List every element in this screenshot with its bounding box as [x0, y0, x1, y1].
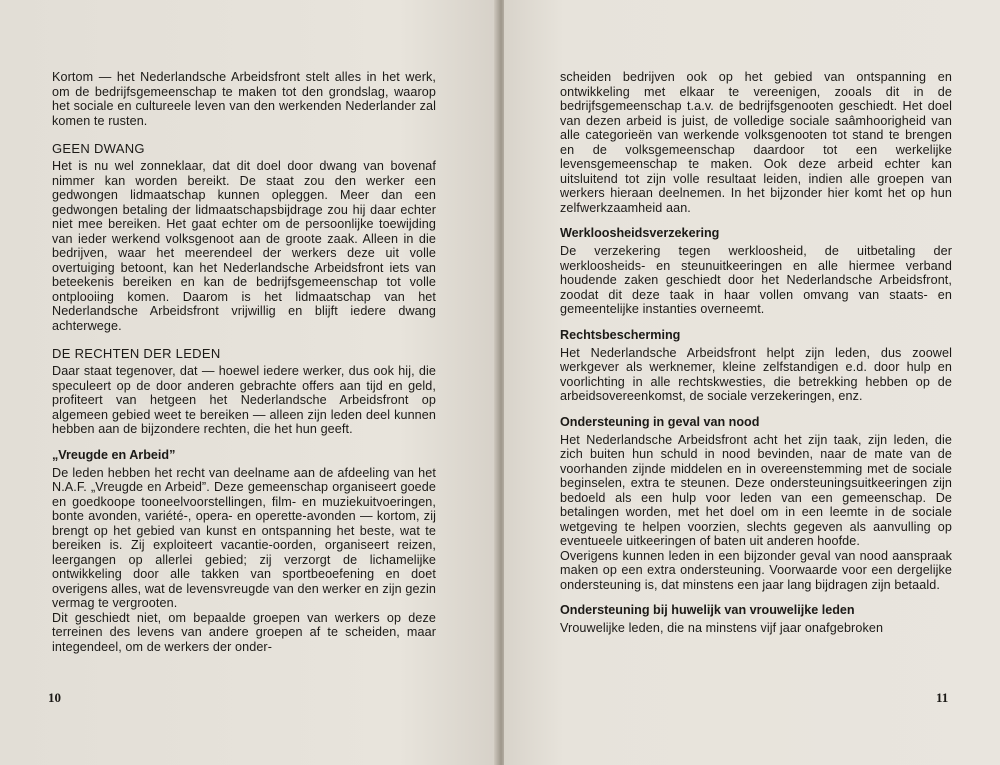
paragraph-vreugde-en-arbeid: De leden hebben het recht van deelname aan de afdeeling van het N.A.F. „Vreugde en Arbeid”. Deze gemeenschap organiseert goede en goedkoope tooneelvoorstellingen, film- en muziekuitvoeringen, bonte avonden, variété-, opera- en operette-avonden — kortom, zij brengt op het gebied van kunst en ontspanning het beste, wat te bereiken is. Zij exploiteert vacantie-oorden, organiseert reizen, leergangen op allerlei gebied; zij verzorgt de lichamelijke ontwikkeling door alle takken van sportbeoefening en doet overigens alles, wat de levensvreugde van den werker en zijn gezin vermag te vergrooten.: [52, 465, 436, 610]
left-page: [0, 0, 498, 765]
paragraph-rechtsbescherming: Het Nederlandsche Arbeidsfront helpt zijn leden, dus zoowel werkgever als werknemer, kleine zelfstandigen e.d. door hulp en voorlichting in alle rechtskwesties, die betrekking hebben op de arbeidsovereenkomst, de sociale verzekeringen, enz.: [560, 345, 952, 403]
right-text-column: [560, 70, 952, 636]
left-text-column: [52, 70, 436, 654]
paragraph-rechten-der-leden: Daar staat tegenover, dat — hoewel iedere werker, dus ook hij, die speculeert op de door anderen gebrachte offers aan tijd en geld, profiteert van hetgeen het Nederlandsche Arbeidsfront op algemeen gebied weet te bereiken — alleen zijn leden deel kunnen hebben aan de bijzondere rechten, die het hun geeft.: [52, 364, 436, 436]
continuation-paragraph: scheiden bedrijven ook op het gebied van ontspanning en ontwikkeling met elkaar te vereenigen, zooals dit in de bedrijfsgemeenschap t.a.v. de bedrijfsgenooten geschiedt. Het doel van dezen arbeid is juist, de volledige sociale saâmhoorigheid van alle categorieën van werkende volksgenooten tot stand te brengen en de volksgemeenschap daardoor tot een werkelijke levensgemeenschap te maken. Ook deze arbeid echter kan uitsluitend tot zijn volle resultaat leiden, indien alle groepen van werkers hieraan deelnemen. In het bijzonder hier komt het op hun zelfwerkzaamheid aan.: [560, 70, 952, 215]
right-page: [504, 0, 1000, 765]
heading-vreugde-en-arbeid: „Vreugde en Arbeid”: [52, 447, 176, 462]
paragraph-vreugde-en-arbeid-continued: Dit geschiedt niet, om bepaalde groepen van werkers op deze terreinen des levens van andere groepen af te scheiden, maar integendeel, om de werkers der onder-: [52, 610, 436, 654]
paragraph-ondersteuning-nood-continued: Overigens kunnen leden in een bijzonder geval van nood aanspraak maken op een extra ondersteuning. Voorwaarde voor een dergelijke ondersteuning is, dat minstens een jaar lang bijdragen zijn betaald.: [560, 548, 952, 592]
paragraph-werkloosheidsverzekering: De verzekering tegen werkloosheid, de uitbetaling der werkloosheids- en steunuitkeeringen en alle hiermee verband houdende zaken geschiedt door het Nederlandsche Arbeidsfront, zoodat dit deze taak in haar vollen omvang van staats- en gemeentelijke instanties overneemt.: [560, 244, 952, 316]
page-number-left: 10: [48, 690, 61, 705]
paragraph-ondersteuning-nood: Het Nederlandsche Arbeidsfront acht het zijn taak, zijn leden, die zich buiten hun schuld in nood bevinden, naar de mate van de voorhanden zijnde middelen en in overeenstemming met de sociale beginselen, extra te steunen. Deze ondersteuningsuitkeeringen zijn bedoeld als een hulp voor leden van een gemeenschap. De betalingen worden, met het doel om in een leemte in de sociale wetgeving te helpen voorzien, slechts gegeven als aanvulling op eventueele uitkeeringen of baten uit anderen hoofde.: [560, 432, 952, 548]
paragraph-geen-dwang: Het is nu wel zonneklaar, dat dit doel door dwang van bovenaf nimmer kan worden bereikt. De staat zou den werker een gedwongen lidmaatschap kunnen opleggen. Meer dan een gedwongen betaling der lidmaatschapsbijdrage zou hij daar echter niet mee bereiken. Het gaat echter om de persoonlijke toewijding van ieder werkend volksgenoot aan de groote zaak. Alleen in die bedrijven, waar het meerendeel der werkers deze uit volle overtuiging betoont, kan het Nederlandsche Arbeidsfront iets van beteekenis bereiken en kan de bedrijfsgemeenschap tot volle ontplooiing komen. Daarom is het lidmaatschap van het Nederlandsche Arbeidsfront vrijwillig en blijft iedere dwang achterwege.: [52, 159, 436, 333]
heading-rechten-der-leden: DE RECHTEN DER LEDEN: [52, 346, 221, 361]
heading-rechtsbescherming: Rechtsbescherming: [560, 327, 681, 342]
paragraph-ondersteuning-huwelijk: Vrouwelijke leden, die na minstens vijf jaar onafgebroken: [560, 621, 884, 635]
heading-ondersteuning-nood: Ondersteuning in geval van nood: [560, 414, 760, 429]
heading-geen-dwang: GEEN DWANG: [52, 141, 145, 156]
page-number-right: 11: [936, 690, 949, 705]
intro-paragraph: Kortom — het Nederlandsche Arbeidsfront stelt alles in het werk, om de bedrijfsgemeenschap te maken tot den grondslag, waarop het sociale en cultureele leven van den werkenden Nederlander zal komen te rusten.: [52, 70, 436, 128]
heading-ondersteuning-huwelijk: Ondersteuning bij huwelijk van vrouwelijke leden: [560, 603, 855, 617]
heading-werkloosheidsverzekering: Werkloosheidsverzekering: [560, 226, 720, 240]
